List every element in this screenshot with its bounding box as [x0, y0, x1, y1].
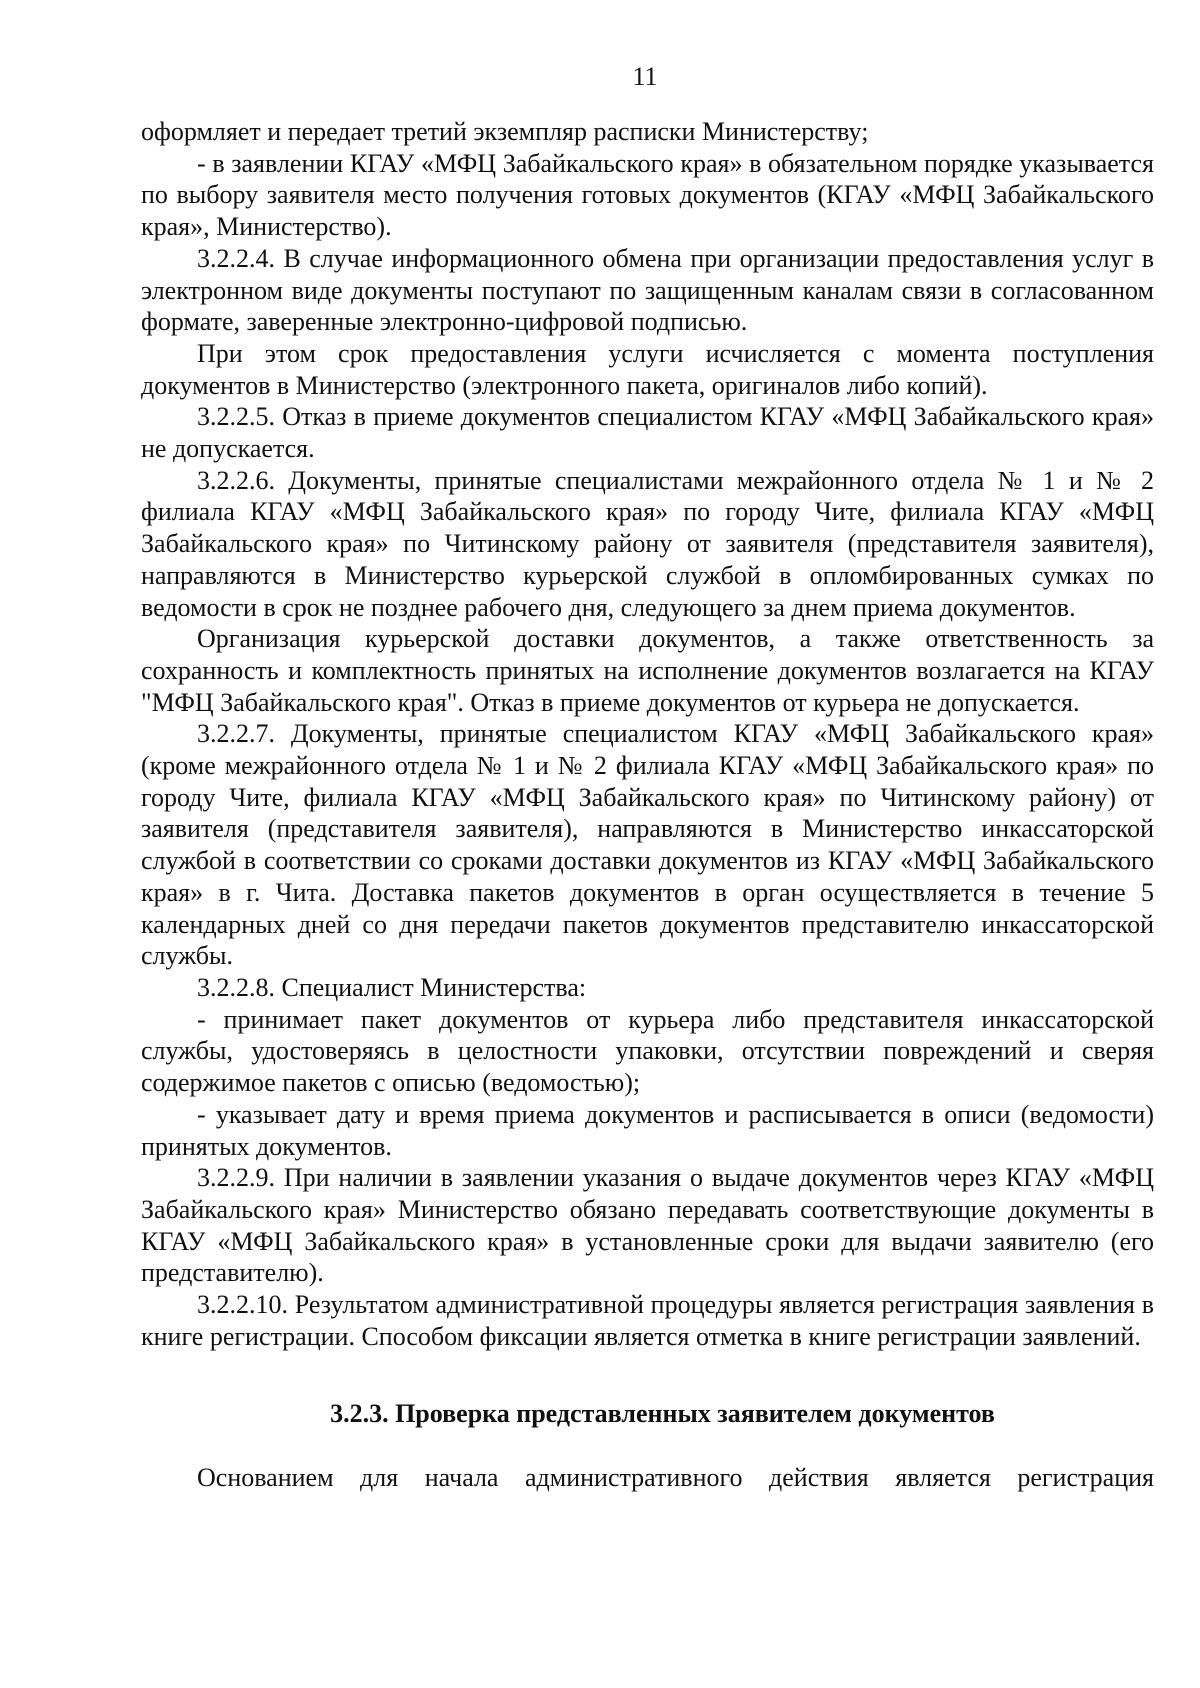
paragraph-3-2-2-9: 3.2.2.9. При наличии в заявлении указания о выдаче документов через КГАУ «МФЦ Забайкальского края» Министерство обязано передавать соответствующие документы в КГАУ «МФЦ Забайкальского края» в установленные сроки для выдачи заявителю (его представителю). — [141, 1163, 1154, 1288]
paragraph-3-2-2-7: 3.2.2.7. Документы, принятые специалистом КГАУ «МФЦ Забайкальского края» (кроме межрайонного отдела № 1 и № 2 филиала КГАУ «МФЦ Забайкальского края» по городу Чите, филиала КГАУ «МФЦ Забайкальского края» по Читинскому району) от заявителя (представителя заявителя), направляются в Министерство инкассаторской службой в соответствии со сроками доставки документов из КГАУ «МФЦ Забайкальского края» в г. Чита. Доставка пакетов документов в орган осуществляется в течение 5 календарных дней со дня передачи пакетов документов представителю инкассаторской службы. — [141, 719, 1154, 971]
paragraph-item-place-of-receipt: - в заявлении КГАУ «МФЦ Забайкальского края» в обязательном порядке указывается по выбору заявителя место получения готовых документов (КГАУ «МФЦ Забайкальского края», Министерство). — [141, 148, 1154, 242]
paragraph-courier-delivery: Организация курьерской доставки документов, а также ответственность за сохранность и комплектность принятых на исполнение документов возлагается на КГАУ "МФЦ Забайкальского края". Отказ в приеме документов от курьера не допускается. — [141, 624, 1154, 717]
paragraph-3-2-2-6: 3.2.2.6. Документы, принятые специалистами межрайонного отдела № 1 и № 2 филиала КГАУ «МФЦ Забайкальского края» по городу Чите, филиала КГАУ «МФЦ Забайкальского края» по Читинскому району от заявителя (представителя заявителя), направляются в Министерство курьерской службой в опломбированных сумках по ведомости в срок не позднее рабочего дня, следующего за днем приема документов. — [141, 465, 1154, 622]
paragraph-continuation: оформляет и передает третий экземпляр расписки Министерству; — [141, 117, 869, 146]
section-heading: 3.2.3. Проверка представленных заявителем документов — [330, 1399, 995, 1429]
paragraph-service-term: При этом срок предоставления услуги исчисляется с момента поступления документов в Министерство (электронного пакета, оригиналов либо копий). — [141, 338, 1154, 400]
document-body — [141, 116, 1154, 1494]
paragraph-3-2-2-10: 3.2.2.10. Результатом административной процедуры является регистрация заявления в книге регистрации. Способом фиксации является отметка в книге регистрации заявлений. — [141, 1290, 1154, 1351]
page-number: 11 — [632, 62, 658, 91]
paragraph-3-2-2-8: 3.2.2.8. Специалист Министерства: — [197, 972, 587, 1002]
paragraph-item-accepts-package: - принимает пакет документов от курьера либо представителя инкассаторской службы, удостоверяясь в целостности упаковки, отсутствии повреждений и сверяя содержимое пакетов с описью (ведомостью); — [141, 1004, 1154, 1098]
paragraph-section-start: Основанием для начала административного действия является регистрация — [197, 1463, 1154, 1493]
paragraph-3-2-2-5: 3.2.2.5. Отказ в приеме документов специалистом КГАУ «МФЦ Забайкальского края» не допускается. — [141, 402, 1154, 464]
paragraph-3-2-2-4: 3.2.2.4. В случае информационного обмена при организации предоставления услуг в электронном виде документы поступают по защищенным каналам связи в согласованном формате, заверенные электронно-цифровой подписью. — [141, 243, 1154, 337]
paragraph-item-date-time: - указывает дату и время приема документов и расписывается в описи (ведомости) принятых документов. — [141, 1099, 1154, 1161]
